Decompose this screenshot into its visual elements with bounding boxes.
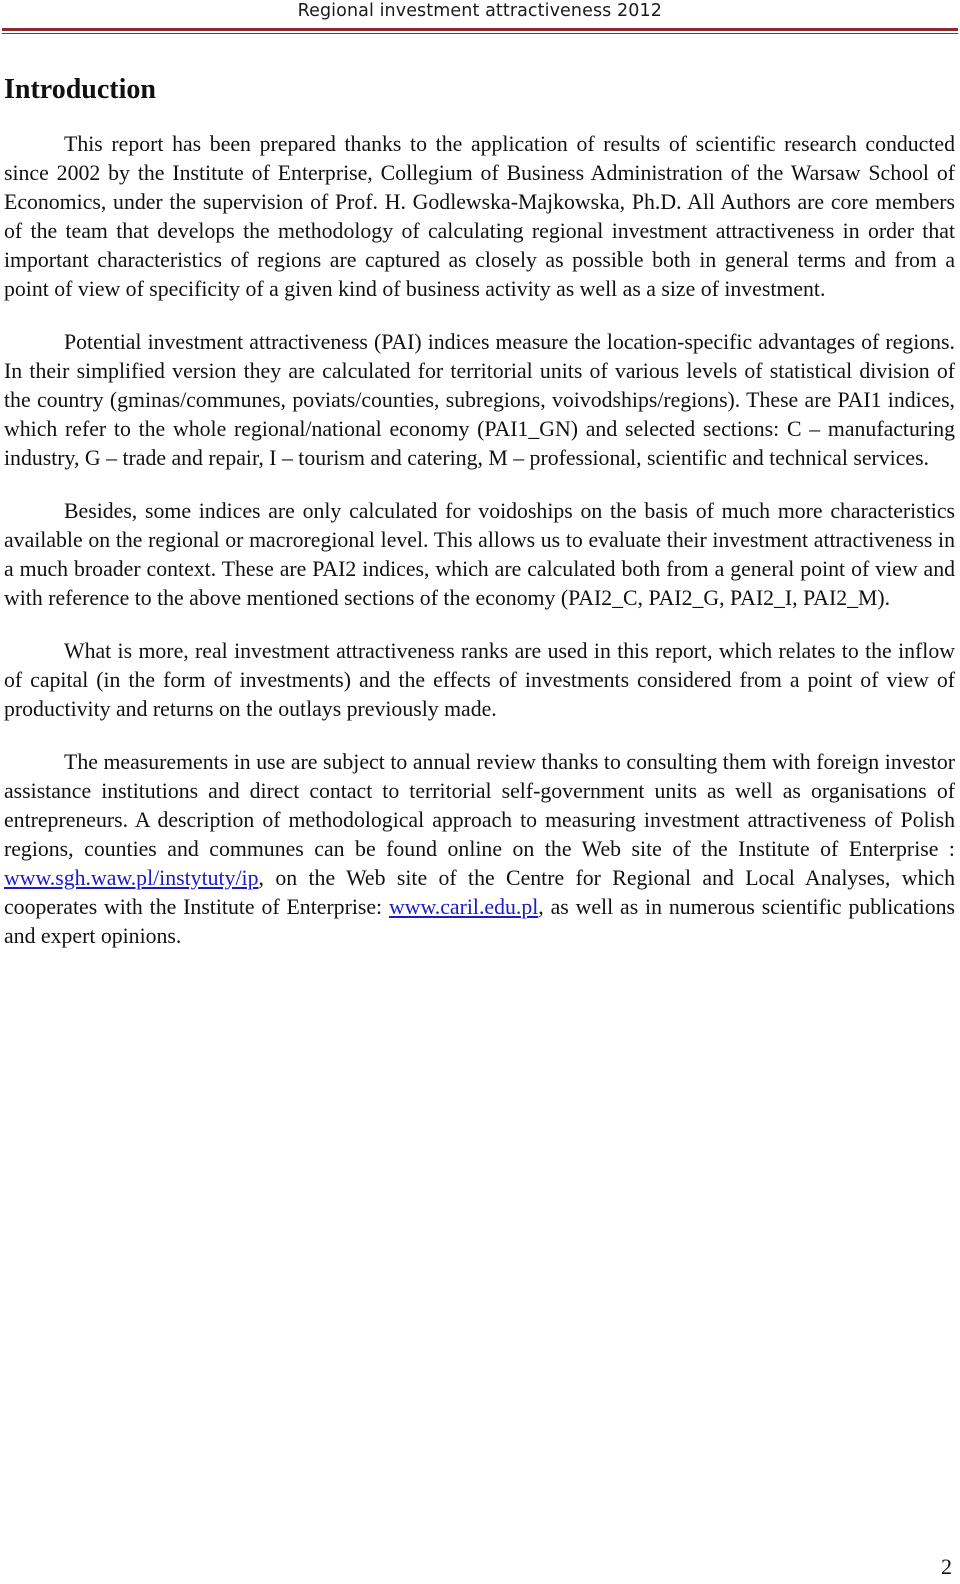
page-number: 2 xyxy=(941,1554,952,1579)
section-heading: Introduction xyxy=(4,74,156,105)
paragraph-5 xyxy=(4,748,955,951)
header-rule-thin xyxy=(2,33,958,34)
document-body xyxy=(4,72,955,975)
paragraph-2: Potential investment attractiveness (PAI) indices measure the location-specific advantages of regions. In their simplified version they are calculated for territorial units of various levels of statistical division of the country (gminas/communes, poviats/counties, subregions, voivodships/regions). These are PAI1 indices, which refer to the whole regional/national economy (PAI1_GN) and selected sections: C – manufacturing industry, G – trade and repair, I – tourism and catering, M – professional, scientific and technical services. xyxy=(4,330,955,470)
caril-link[interactable]: www.caril.edu.pl xyxy=(388,895,539,919)
header-rule-thick xyxy=(2,28,958,31)
header-title: Regional investment attractiveness 2012 xyxy=(297,1,662,21)
paragraph-5-part-2: , on the Web site of the Centre for Regional and Local Analyses, which cooperates with the Institute of Enterprise: xyxy=(4,866,955,919)
paragraph-1: This report has been prepared thanks to the application of results of scientific research conducted since 2002 by the Institute of Enterprise, Collegium of Business Administration of the Warsaw School of Economics, under the supervision of Prof. H. Godlewska-Majkowska, Ph.D. All Authors are core members of the team that develops the methodology of calculating regional investment attractiveness in order that important characteristics of regions are captured as closely as possible both in general terms and from a point of view of specificity of a given kind of business activity as well as a size of investment. xyxy=(4,132,955,301)
institute-link[interactable]: www.sgh.waw.pl/instytuty/ip xyxy=(4,866,259,890)
page-header xyxy=(0,0,960,36)
paragraph-4: What is more, real investment attractiveness ranks are used in this report, which relates to the inflow of capital (in the form of investments) and the effects of investments considered from a point of view of productivity and returns on the outlays previously made. xyxy=(4,639,955,721)
paragraph-5-part-1: The measurements in use are subject to annual review thanks to consulting them with foreign investor assistance institutions and direct contact to territorial self-government units as well as organisations of entrepreneurs. A description of methodological approach to measuring investment attractiveness of Polish regions, counties and communes can be found online on the Web site of the Institute of Enterprise : xyxy=(4,750,955,861)
paragraph-3: Besides, some indices are only calculated for voidoships on the basis of much more characteristics available on the regional or macroregional level. This allows us to evaluate their investment attractiveness in a much broader context. These are PAI2 indices, which are calculated both from a general point of view and with reference to the above mentioned sections of the economy (PAI2_C, PAI2_G, PAI2_I, PAI2_M). xyxy=(4,499,955,610)
paragraph-5-part-3: , as well as in numerous scientific publications and expert opinions. xyxy=(4,895,955,948)
